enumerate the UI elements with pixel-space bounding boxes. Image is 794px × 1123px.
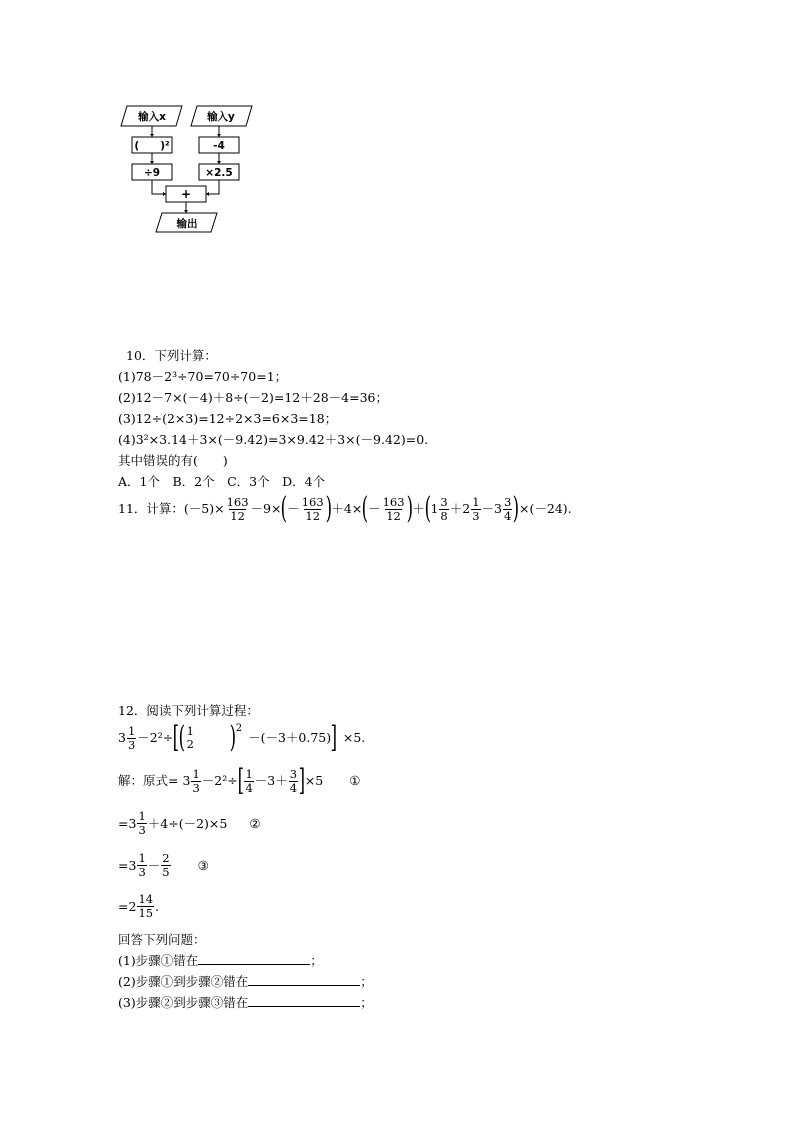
plus-label: + xyxy=(180,187,192,201)
step-marker-3: ③ xyxy=(197,857,209,873)
step-marker-1: ① xyxy=(349,773,361,788)
q12-step-1: 解：原式= 3 $\frac{1}{3}$ －2²÷ [ $\frac{1}{4}$ －3＋ $\frac{3}{4}$ ] ×5 ① xyxy=(118,763,361,798)
input-x-label: 输入x xyxy=(138,111,166,123)
q11-expression: 11．计算：(－5)× $\frac{163}{12}$ －9× ( － $\frac{163}{12}$ ) ＋4× ( － $\frac{163}{12}$ ) ＋ ( 1 $\frac{3}{8}$ ＋2 $\frac{1}{3}$ －3 $\frac{3}{4}$ ) ×(－24). xyxy=(118,491,572,526)
answer-blank-2[interactable] xyxy=(248,974,360,986)
square-label: ( )² xyxy=(134,140,170,152)
times25-label: ×2.5 xyxy=(205,167,233,179)
q12-step-3: =3 $\frac{1}{3}$ － $\frac{2}{5}$ ③ xyxy=(118,851,209,879)
q10-item-2: (2)12－7×(－4)＋8÷(－2)=12＋28－4=36； xyxy=(118,390,388,405)
q12-answer-title: 回答下列问题： xyxy=(118,932,206,947)
answer-blank-1[interactable] xyxy=(198,953,310,965)
q12-answer-1: (1)步骤①错在 ； xyxy=(118,953,323,968)
q10-options: A．1个 B．2个 C．3个 D．4个 xyxy=(118,474,326,489)
output-label: 输出 xyxy=(176,218,198,230)
step-marker-2: ② xyxy=(249,815,261,831)
div9-label: ÷9 xyxy=(143,167,161,179)
q10-item-1: (1)78－2³÷70=70÷70=1； xyxy=(118,369,288,384)
answer-blank-3[interactable] xyxy=(248,995,360,1007)
input-y-label: 输入y xyxy=(207,111,235,123)
q10-title: 10．下列计算： xyxy=(126,348,217,363)
q12-step-4: =2 $\frac{14}{15}$ . xyxy=(118,892,160,920)
q12-answer-3: (3)步骤②到步骤③错在 ； xyxy=(118,995,373,1010)
q10-item-4: (4)3²×3.14＋3×(－9.42)=3×9.42＋3×(－9.42)=0. xyxy=(118,432,429,447)
flowchart xyxy=(115,100,265,240)
minus4-label: -4 xyxy=(213,140,225,152)
q10-question: 其中错误的有( ) xyxy=(118,453,228,468)
q12-step-2: =3 $\frac{1}{3}$ ＋4÷(－2)×5 ② xyxy=(118,809,261,837)
q12-answer-2: (2)步骤①到步骤②错在 ； xyxy=(118,974,373,989)
q12-title: 12．阅读下列计算过程： xyxy=(118,703,259,718)
q10-item-3: (3)12÷(2×3)=12÷2×3=6×3=18； xyxy=(118,411,338,426)
q12-expression: 3 $\frac{1}{3}$ －2²÷ [ ( 1 2 ) 2 －(－3＋0.75) ] ×5. xyxy=(118,720,366,755)
